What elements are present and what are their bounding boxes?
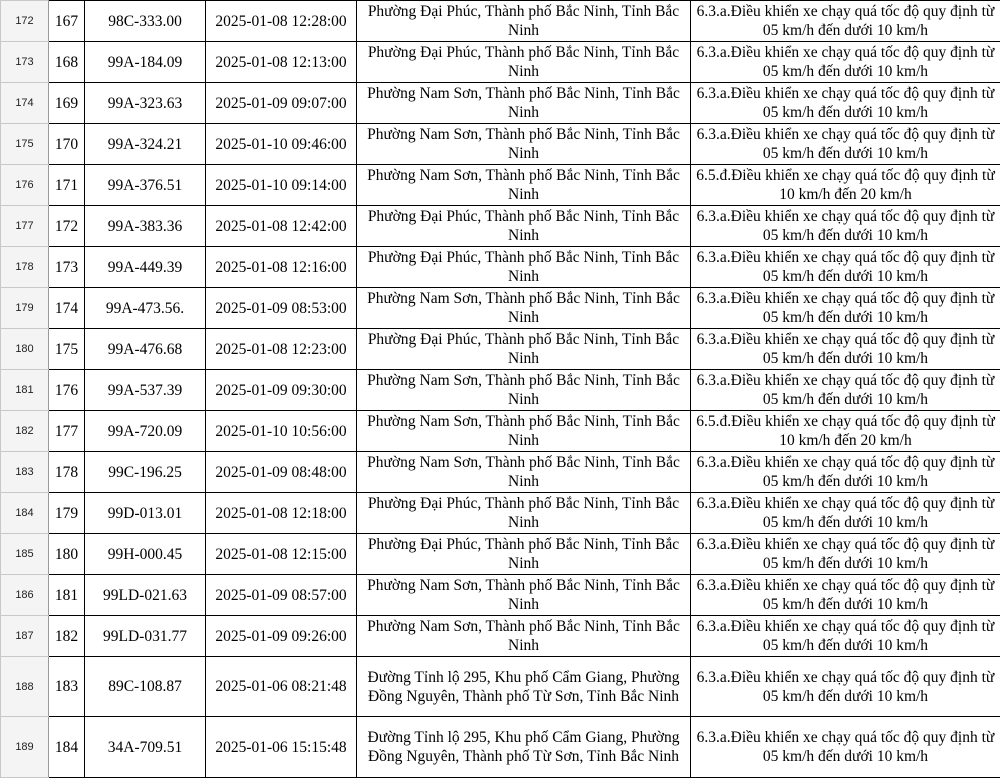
cell-stt[interactable]: 181 bbox=[49, 575, 85, 616]
cell-plate[interactable]: 99LD-021.63 bbox=[85, 575, 206, 616]
cell-time[interactable]: 2025-01-08 12:13:00 bbox=[206, 42, 357, 83]
cell-stt[interactable]: 182 bbox=[49, 616, 85, 657]
cell-place[interactable]: Phường Đại Phúc, Thành phố Bắc Ninh, Tỉnh Bắc Ninh bbox=[357, 42, 691, 83]
cell-place[interactable]: Phường Đại Phúc, Thành phố Bắc Ninh, Tỉnh Bắc Ninh bbox=[357, 534, 691, 575]
cell-place[interactable]: Phường Đại Phúc, Thành phố Bắc Ninh, Tỉnh Bắc Ninh bbox=[357, 493, 691, 534]
table-row bbox=[1, 329, 1000, 370]
cell-place[interactable]: Phường Nam Sơn, Thành phố Bắc Ninh, Tỉnh Bắc Ninh bbox=[357, 411, 691, 452]
table-row bbox=[1, 1, 1000, 42]
row-number[interactable]: 187 bbox=[1, 616, 49, 657]
table-row bbox=[1, 288, 1000, 329]
table-row bbox=[1, 124, 1000, 165]
cell-violation[interactable]: 6.3.a.Điều khiển xe chạy quá tốc độ quy định từ 05 km/h đến dưới 10 km/h bbox=[691, 288, 1000, 329]
cell-plate[interactable]: 99A-473.56. bbox=[85, 288, 206, 329]
row-number[interactable]: 179 bbox=[1, 288, 49, 329]
cell-plate[interactable]: 99A-376.51 bbox=[85, 165, 206, 206]
cell-stt[interactable]: 173 bbox=[49, 247, 85, 288]
cell-violation[interactable]: 6.3.a.Điều khiển xe chạy quá tốc độ quy định từ 05 km/h đến dưới 10 km/h bbox=[691, 83, 1000, 124]
cell-plate[interactable]: 99H-000.45 bbox=[85, 534, 206, 575]
row-number[interactable]: 186 bbox=[1, 575, 49, 616]
cell-time[interactable]: 2025-01-08 12:28:00 bbox=[206, 1, 357, 42]
table-row bbox=[1, 616, 1000, 657]
cell-place[interactable]: Phường Nam Sơn, Thành phố Bắc Ninh, Tỉnh Bắc Ninh bbox=[357, 124, 691, 165]
row-number[interactable]: 174 bbox=[1, 83, 49, 124]
cell-time[interactable]: 2025-01-09 09:07:00 bbox=[206, 83, 357, 124]
cell-stt[interactable]: 168 bbox=[49, 42, 85, 83]
cell-time[interactable]: 2025-01-08 12:15:00 bbox=[206, 534, 357, 575]
row-number[interactable]: 175 bbox=[1, 124, 49, 165]
cell-time[interactable]: 2025-01-10 09:46:00 bbox=[206, 124, 357, 165]
table-row bbox=[1, 165, 1000, 206]
cell-violation[interactable]: 6.3.a.Điều khiển xe chạy quá tốc độ quy định từ 05 km/h đến dưới 10 km/h bbox=[691, 575, 1000, 616]
row-number[interactable]: 178 bbox=[1, 247, 49, 288]
cell-violation[interactable]: 6.3.a.Điều khiển xe chạy quá tốc độ quy định từ 05 km/h đến dưới 10 km/h bbox=[691, 1, 1000, 42]
table-row bbox=[1, 247, 1000, 288]
cell-place[interactable]: Phường Đại Phúc, Thành phố Bắc Ninh, Tỉnh Bắc Ninh bbox=[357, 247, 691, 288]
row-number[interactable]: 188 bbox=[1, 657, 49, 717]
cell-plate[interactable]: 99A-449.39 bbox=[85, 247, 206, 288]
cell-violation[interactable]: 6.3.a.Điều khiển xe chạy quá tốc độ quy định từ 05 km/h đến dưới 10 km/h bbox=[691, 124, 1000, 165]
cell-violation[interactable]: 6.3.a.Điều khiển xe chạy quá tốc độ quy định từ 05 km/h đến dưới 10 km/h bbox=[691, 534, 1000, 575]
table-row bbox=[1, 493, 1000, 534]
cell-plate[interactable]: 99A-383.36 bbox=[85, 206, 206, 247]
cell-stt[interactable]: 170 bbox=[49, 124, 85, 165]
row-number[interactable]: 184 bbox=[1, 493, 49, 534]
cell-place[interactable]: Phường Nam Sơn, Thành phố Bắc Ninh, Tỉnh Bắc Ninh bbox=[357, 616, 691, 657]
cell-stt[interactable]: 169 bbox=[49, 83, 85, 124]
cell-violation[interactable]: 6.3.a.Điều khiển xe chạy quá tốc độ quy định từ 05 km/h đến dưới 10 km/h bbox=[691, 247, 1000, 288]
table-row bbox=[1, 534, 1000, 575]
cell-time[interactable]: 2025-01-08 12:23:00 bbox=[206, 329, 357, 370]
cell-plate[interactable]: 99A-323.63 bbox=[85, 83, 206, 124]
cell-time[interactable]: 2025-01-09 08:48:00 bbox=[206, 452, 357, 493]
cell-stt[interactable]: 179 bbox=[49, 493, 85, 534]
row-number[interactable]: 172 bbox=[1, 1, 49, 42]
cell-time[interactable]: 2025-01-08 12:42:00 bbox=[206, 206, 357, 247]
cell-plate[interactable]: 99A-720.09 bbox=[85, 411, 206, 452]
cell-place[interactable]: Đường Tỉnh lộ 295, Khu phố Cẩm Giang, Phường Đồng Nguyên, Thành phố Từ Sơn, Tỉnh Bắc Ninh bbox=[357, 717, 691, 778]
row-number[interactable]: 185 bbox=[1, 534, 49, 575]
cell-stt[interactable]: 176 bbox=[49, 370, 85, 411]
cell-stt[interactable]: 184 bbox=[49, 717, 85, 778]
cell-violation[interactable]: 6.3.a.Điều khiển xe chạy quá tốc độ quy định từ 05 km/h đến dưới 10 km/h bbox=[691, 329, 1000, 370]
cell-plate[interactable]: 99D-013.01 bbox=[85, 493, 206, 534]
table-row bbox=[1, 206, 1000, 247]
cell-place[interactable]: Phường Đại Phúc, Thành phố Bắc Ninh, Tỉnh Bắc Ninh bbox=[357, 329, 691, 370]
cell-place[interactable]: Phường Đại Phúc, Thành phố Bắc Ninh, Tỉnh Bắc Ninh bbox=[357, 1, 691, 42]
cell-plate[interactable]: 99A-476.68 bbox=[85, 329, 206, 370]
row-number[interactable]: 181 bbox=[1, 370, 49, 411]
table-row bbox=[1, 452, 1000, 493]
cell-place[interactable]: Phường Nam Sơn, Thành phố Bắc Ninh, Tỉnh Bắc Ninh bbox=[357, 288, 691, 329]
cell-violation[interactable]: 6.3.a.Điều khiển xe chạy quá tốc độ quy định từ 05 km/h đến dưới 10 km/h bbox=[691, 717, 1000, 778]
table-row bbox=[1, 370, 1000, 411]
cell-stt[interactable]: 183 bbox=[49, 657, 85, 717]
cell-time[interactable]: 2025-01-06 15:15:48 bbox=[206, 717, 357, 778]
cell-time[interactable]: 2025-01-08 12:18:00 bbox=[206, 493, 357, 534]
cell-place[interactable]: Phường Đại Phúc, Thành phố Bắc Ninh, Tỉnh Bắc Ninh bbox=[357, 206, 691, 247]
cell-plate[interactable]: 99LD-031.77 bbox=[85, 616, 206, 657]
cell-stt[interactable]: 172 bbox=[49, 206, 85, 247]
row-number[interactable]: 183 bbox=[1, 452, 49, 493]
cell-time[interactable]: 2025-01-09 09:26:00 bbox=[206, 616, 357, 657]
cell-plate[interactable]: 98C-333.00 bbox=[85, 1, 206, 42]
table-row bbox=[1, 411, 1000, 452]
cell-stt[interactable]: 178 bbox=[49, 452, 85, 493]
cell-violation[interactable]: 6.5.đ.Điều khiển xe chạy quá tốc độ quy định từ 10 km/h đến 20 km/h bbox=[691, 165, 1000, 206]
cell-stt[interactable]: 175 bbox=[49, 329, 85, 370]
cell-time[interactable]: 2025-01-06 08:21:48 bbox=[206, 657, 357, 717]
cell-time[interactable]: 2025-01-09 08:53:00 bbox=[206, 288, 357, 329]
table-row bbox=[1, 42, 1000, 83]
cell-violation[interactable]: 6.3.a.Điều khiển xe chạy quá tốc độ quy định từ 05 km/h đến dưới 10 km/h bbox=[691, 370, 1000, 411]
cell-plate[interactable]: 99A-324.21 bbox=[85, 124, 206, 165]
cell-stt[interactable]: 174 bbox=[49, 288, 85, 329]
row-number[interactable]: 180 bbox=[1, 329, 49, 370]
cell-place[interactable]: Phường Nam Sơn, Thành phố Bắc Ninh, Tỉnh Bắc Ninh bbox=[357, 452, 691, 493]
cell-place[interactable]: Đường Tỉnh lộ 295, Khu phố Cẩm Giang, Phường Đồng Nguyên, Thành phố Từ Sơn, Tỉnh Bắc Ninh bbox=[357, 657, 691, 717]
row-number[interactable]: 182 bbox=[1, 411, 49, 452]
row-number[interactable]: 176 bbox=[1, 165, 49, 206]
row-number[interactable]: 173 bbox=[1, 42, 49, 83]
row-number[interactable]: 189 bbox=[1, 717, 49, 778]
cell-place[interactable]: Phường Nam Sơn, Thành phố Bắc Ninh, Tỉnh Bắc Ninh bbox=[357, 83, 691, 124]
cell-time[interactable]: 2025-01-09 08:57:00 bbox=[206, 575, 357, 616]
cell-violation[interactable]: 6.3.a.Điều khiển xe chạy quá tốc độ quy định từ 05 km/h đến dưới 10 km/h bbox=[691, 657, 1000, 717]
table-row bbox=[1, 575, 1000, 616]
cell-stt[interactable]: 167 bbox=[49, 1, 85, 42]
cell-violation[interactable]: 6.3.a.Điều khiển xe chạy quá tốc độ quy định từ 05 km/h đến dưới 10 km/h bbox=[691, 616, 1000, 657]
cell-time[interactable]: 2025-01-10 09:14:00 bbox=[206, 165, 357, 206]
cell-time[interactable]: 2025-01-10 10:56:00 bbox=[206, 411, 357, 452]
cell-violation[interactable]: 6.3.a.Điều khiển xe chạy quá tốc độ quy định từ 05 km/h đến dưới 10 km/h bbox=[691, 452, 1000, 493]
table-row bbox=[1, 717, 1000, 778]
cell-place[interactable]: Phường Nam Sơn, Thành phố Bắc Ninh, Tỉnh Bắc Ninh bbox=[357, 370, 691, 411]
table-body bbox=[1, 1, 1000, 778]
table-row bbox=[1, 657, 1000, 717]
cell-plate[interactable]: 99A-537.39 bbox=[85, 370, 206, 411]
cell-time[interactable]: 2025-01-09 09:30:00 bbox=[206, 370, 357, 411]
cell-plate[interactable]: 34A-709.51 bbox=[85, 717, 206, 778]
cell-plate[interactable]: 99A-184.09 bbox=[85, 42, 206, 83]
cell-violation[interactable]: 6.3.a.Điều khiển xe chạy quá tốc độ quy định từ 05 km/h đến dưới 10 km/h bbox=[691, 206, 1000, 247]
cell-plate[interactable]: 99C-196.25 bbox=[85, 452, 206, 493]
cell-violation[interactable]: 6.3.a.Điều khiển xe chạy quá tốc độ quy định từ 05 km/h đến dưới 10 km/h bbox=[691, 42, 1000, 83]
cell-plate[interactable]: 89C-108.87 bbox=[85, 657, 206, 717]
cell-place[interactable]: Phường Nam Sơn, Thành phố Bắc Ninh, Tỉnh Bắc Ninh bbox=[357, 165, 691, 206]
row-number[interactable]: 177 bbox=[1, 206, 49, 247]
cell-stt[interactable]: 171 bbox=[49, 165, 85, 206]
cell-violation[interactable]: 6.3.a.Điều khiển xe chạy quá tốc độ quy định từ 05 km/h đến dưới 10 km/h bbox=[691, 493, 1000, 534]
cell-time[interactable]: 2025-01-08 12:16:00 bbox=[206, 247, 357, 288]
table-row bbox=[1, 83, 1000, 124]
cell-place[interactable]: Phường Nam Sơn, Thành phố Bắc Ninh, Tỉnh Bắc Ninh bbox=[357, 575, 691, 616]
cell-violation[interactable]: 6.5.đ.Điều khiển xe chạy quá tốc độ quy định từ 10 km/h đến 20 km/h bbox=[691, 411, 1000, 452]
cell-stt[interactable]: 180 bbox=[49, 534, 85, 575]
cell-stt[interactable]: 177 bbox=[49, 411, 85, 452]
